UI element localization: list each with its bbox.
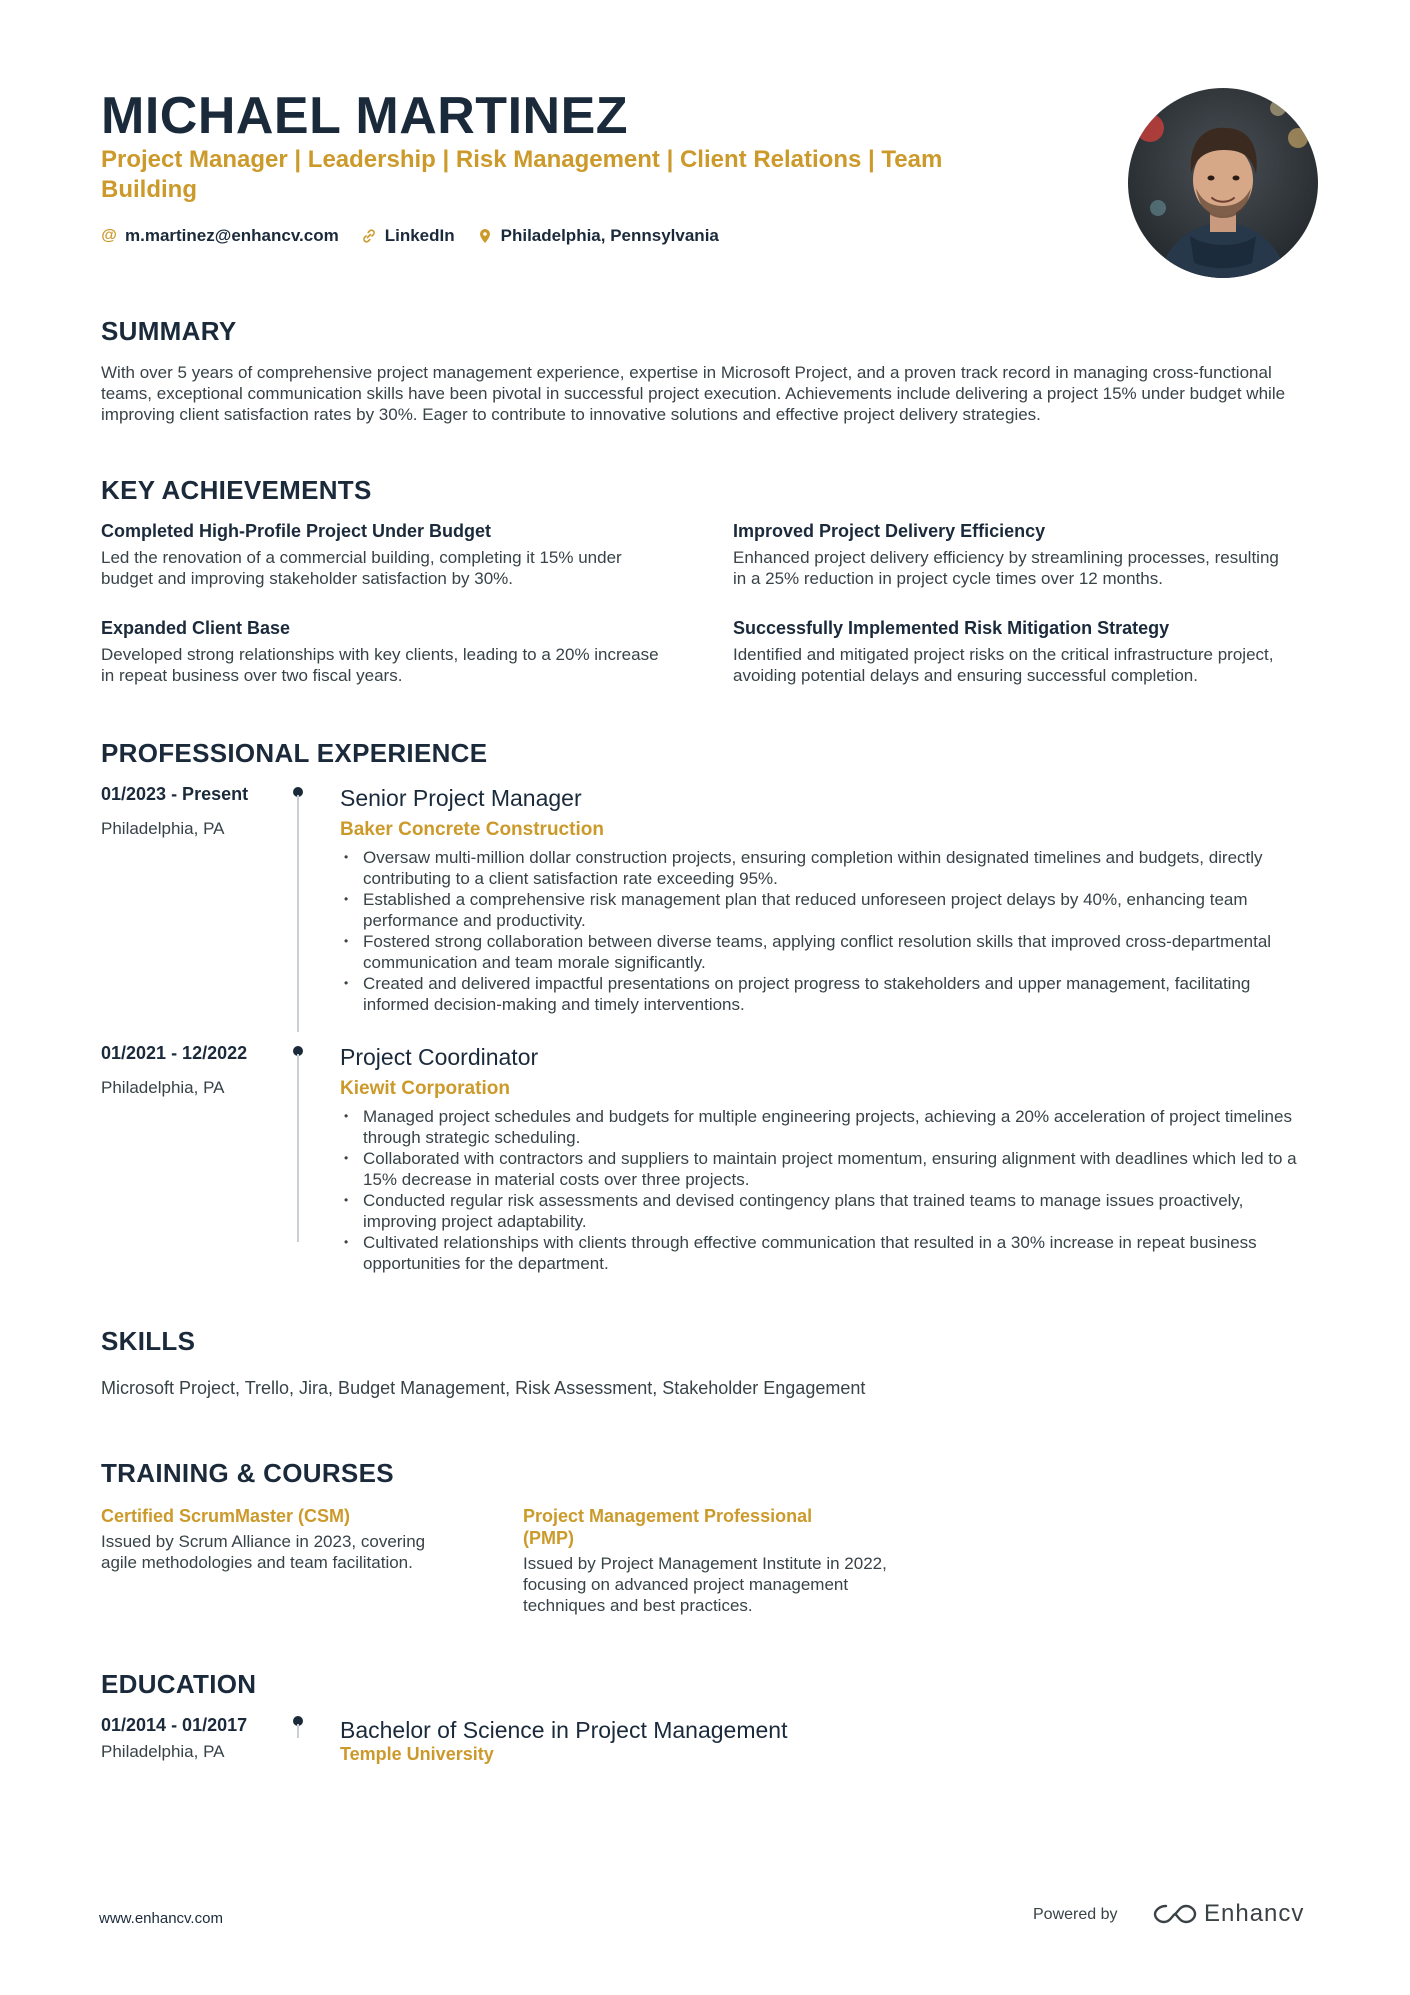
experience-heading: PROFESSIONAL EXPERIENCE (101, 738, 488, 768)
skills-heading: SKILLS (101, 1326, 196, 1356)
enhancv-logo-icon (1152, 1902, 1198, 1926)
job-bullet: • Fostered strong collaboration between diverse teams, applying conflict resolution skills that improved cross-departmental communication and team morale significantly. (340, 931, 1320, 973)
contact-location-text: Philadelphia, Pennsylvania (500, 226, 719, 245)
link-icon (361, 228, 377, 244)
achievement-item (733, 616, 1293, 686)
job-company: Kiewit Corporation (340, 1078, 510, 1099)
achievements-heading: KEY ACHIEVEMENTS (101, 475, 372, 505)
enhancv-brand-text: Enhancv (1204, 1900, 1305, 1927)
location-pin-icon (477, 228, 493, 244)
achievement-item (101, 519, 661, 589)
course-item (101, 1505, 461, 1573)
profile-photo (1128, 88, 1318, 278)
headline: Project Manager | Leadership | Risk Management | Client Relations | Team Building (101, 146, 943, 203)
skills-list: Microsoft Project, Trello, Jira, Budget Management, Risk Assessment, Stakeholder Engagement (101, 1378, 866, 1398)
contact-email-text: m.martinez@enhancv.com (125, 226, 339, 245)
achievement-title: Completed High-Profile Project Under Budget (101, 521, 492, 541)
job-bullet: • Collaborated with contractors and suppliers to maintain project momentum, ensuring alignment with deadlines which led to a 15% decrease in material costs over three projects. (340, 1148, 1320, 1190)
job-bullet: • Conducted regular risk assessments and devised contingency plans that trained teams to manage issues proactively, improving project adaptability. (340, 1190, 1320, 1232)
job-location: Philadelphia, PA (101, 819, 225, 838)
job-company: Baker Concrete Construction (340, 819, 604, 840)
achievement-text: Identified and mitigated project risks on the critical infrastructure project, avoiding potential delays and ensuring successful completion. (733, 645, 1274, 685)
timeline-line (297, 1724, 299, 1738)
timeline-line (297, 795, 299, 1032)
course-title: Certified ScrumMaster (CSM) (101, 1506, 351, 1526)
education-dates: 01/2014 - 01/2017 (101, 1715, 248, 1735)
contact-linkedin[interactable] (361, 226, 455, 246)
summary-text: With over 5 years of comprehensive project management experience, expertise in Microsoft Project, and a proven track record in managing cross-functional teams, exceptional communication skills have been pivotal in successful project execution. Achievements include delivering a project 15% under budget while improving client satisfaction rates by 30%. Eager to contribute to innovative solutions and effective project delivery strategies. (101, 363, 1286, 424)
achievement-item (101, 616, 661, 686)
at-icon: @ (101, 227, 117, 244)
education-heading: EDUCATION (101, 1669, 257, 1699)
contact-linkedin-text: LinkedIn (384, 226, 455, 245)
course-text: Issued by Project Management Institute in 2022, focusing on advanced project management techniques and best practices. (523, 1554, 887, 1615)
job-location: Philadelphia, PA (101, 1078, 225, 1097)
achievement-text: Led the renovation of a commercial building, completing it 15% under budget and improving stakeholder satisfaction by 30%. (101, 548, 622, 588)
job-dates: 01/2021 - 12/2022 (101, 1043, 248, 1063)
job-bullet: • Managed project schedules and budgets for multiple engineering projects, achieving a 20% acceleration of project timelines through strategic scheduling. (340, 1106, 1320, 1148)
contact-email[interactable] (101, 226, 339, 246)
timeline-line (297, 1054, 299, 1242)
course-text: Issued by Scrum Alliance in 2023, covering agile methodologies and team facilitation. (101, 1532, 426, 1572)
job-bullet: • Created and delivered impactful presentations on project progress to stakeholders and upper management, facilitating informed decision-making and timely interventions. (340, 973, 1320, 1015)
job-bullet: • Established a comprehensive risk management plan that reduced unforeseen project delays by 40%, enhancing team performance and productivity. (340, 889, 1320, 931)
summary-heading: SUMMARY (101, 316, 237, 346)
job-dates: 01/2023 - Present (101, 784, 249, 804)
achievement-title: Expanded Client Base (101, 618, 291, 638)
job-bullets (340, 1106, 1320, 1274)
contact-bar (101, 224, 741, 248)
job-title: Senior Project Manager (340, 785, 582, 811)
achievement-title: Improved Project Delivery Efficiency (733, 521, 1046, 541)
job-title: Project Coordinator (340, 1044, 539, 1070)
course-item (523, 1505, 893, 1616)
contact-location (477, 226, 719, 246)
degree-title: Bachelor of Science in Project Management (340, 1717, 788, 1743)
achievement-text: Developed strong relationships with key clients, leading to a 20% increase in repeat business over two fiscal years. (101, 645, 659, 685)
enhancv-logo[interactable] (1152, 1899, 1304, 1929)
achievement-item (733, 519, 1293, 589)
job-bullet: • Oversaw multi-million dollar construction projects, ensuring completion within designated timelines and budgets, directly contributing to a client satisfaction rate exceeding 95%. (340, 847, 1320, 889)
achievement-title: Successfully Implemented Risk Mitigation Strategy (733, 618, 1170, 638)
achievement-text: Enhanced project delivery efficiency by streamlining processes, resulting in a 25% reduction in project cycle times over 12 months. (733, 548, 1279, 588)
job-bullets (340, 847, 1320, 1015)
education-location: Philadelphia, PA (101, 1742, 225, 1761)
footer-url[interactable]: www.enhancv.com (99, 1910, 223, 1927)
job-bullet: • Cultivated relationships with clients through effective communication that resulted in a 30% increase in repeat business opportunities for the department. (340, 1232, 1320, 1274)
school-name: Temple University (340, 1744, 494, 1764)
training-heading: TRAINING & COURSES (101, 1458, 394, 1488)
course-title: Project Management Professional (PMP) (523, 1506, 813, 1548)
powered-by-label: Powered by (1033, 1906, 1118, 1923)
candidate-name: MICHAEL MARTINEZ (101, 87, 629, 145)
